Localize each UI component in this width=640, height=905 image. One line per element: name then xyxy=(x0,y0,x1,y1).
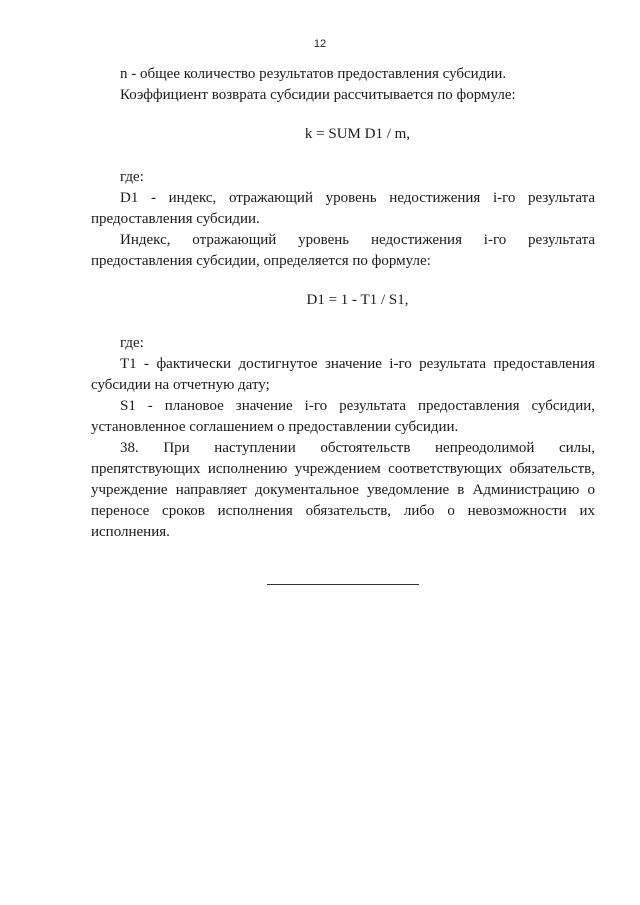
paragraph-coefficient-intro: Коэффициент возврата субсидии рассчитывается по формуле: xyxy=(120,87,516,103)
paragraph-38-force-majeure: 38. При наступлении обстоятельств непреодолимой силы, препятствующих исполнению учреждением соответствующих обязательств, учреждение направляет документальное уведомление в Администрацию о переносе сроков исполнения обязательств, либо о невозможности их исполнения. xyxy=(91,440,595,540)
end-divider-line xyxy=(267,584,419,585)
paragraph-n-definition: n - общее количество результатов предоставления субсидии. xyxy=(120,66,507,82)
formula-k: k = SUM D1 / m, xyxy=(304,126,411,142)
document-body xyxy=(91,64,595,543)
paragraph-s1-definition: S1 - плановое значение i-го результата предоставления субсидии, установленное соглашением о предоставлении субсидии. xyxy=(91,398,595,435)
page-number: 12 xyxy=(313,38,327,50)
paragraph-t1-definition: T1 - фактически достигнутое значение i-го результата предоставления субсидии на отчетную дату; xyxy=(91,356,595,393)
where-label-2: где: xyxy=(120,335,144,351)
paragraph-d1-definition: D1 - индекс, отражающий уровень недостижения i-го результата предоставления субсидии. xyxy=(91,190,595,227)
spacer xyxy=(120,145,595,167)
spacer xyxy=(120,311,595,333)
spacer xyxy=(120,106,595,124)
spacer xyxy=(120,272,595,290)
where-label-1: где: xyxy=(120,169,144,185)
formula-d1: D1 = 1 - T1 / S1, xyxy=(306,292,409,308)
paragraph-index-intro: Индекс, отражающий уровень недостижения i-го результата предоставления субсидии, определяется по формуле: xyxy=(91,232,595,269)
